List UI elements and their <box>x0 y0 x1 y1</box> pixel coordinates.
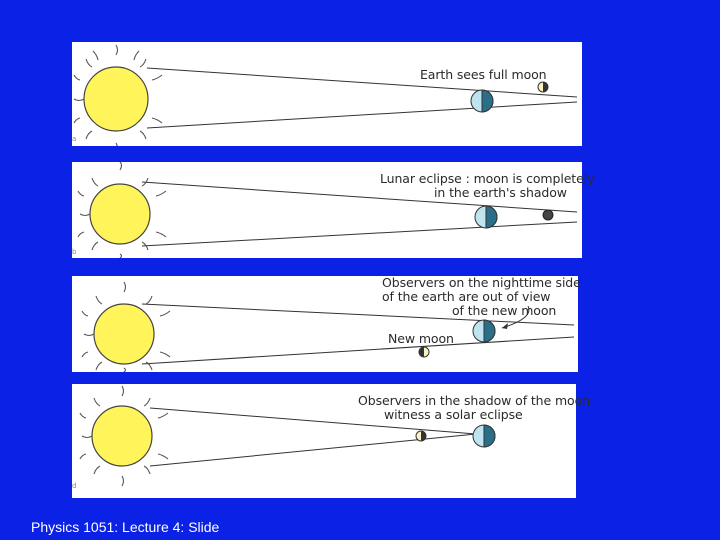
sun <box>74 45 162 146</box>
diagram-panel-solar-eclipse <box>72 384 590 498</box>
panel-caption: Observers in the shadow of the moon witness a solar eclipse <box>358 393 590 422</box>
moon <box>543 210 553 220</box>
moon <box>538 82 548 92</box>
earth <box>471 90 493 112</box>
diagram-panel-new-moon <box>72 275 581 372</box>
panel-caption: Observers on the nighttime side of the earth are out of view of the new moon <box>382 275 581 318</box>
new-moon-label: New moon <box>388 331 454 346</box>
earth <box>473 320 495 342</box>
slide-footer: Physics 1051: Lecture 4: Slide <box>31 519 220 535</box>
earth <box>475 206 497 228</box>
diagram-panel-full-moon <box>72 42 582 146</box>
full-moon-geometry <box>72 42 582 146</box>
sun <box>80 386 168 486</box>
sun <box>82 282 170 372</box>
panel-tag: a <box>72 135 77 143</box>
earth <box>473 425 495 447</box>
sun <box>78 162 166 258</box>
panel-tag: d <box>72 482 77 490</box>
panel-caption: Earth sees full moon <box>420 67 547 82</box>
moon <box>419 347 429 357</box>
diagram-panel-lunar-eclipse <box>72 162 595 258</box>
moon <box>416 431 426 441</box>
panel-caption: Lunar eclipse : moon is completely in the earth's shadow <box>380 171 595 200</box>
panel-tag: b <box>72 248 77 256</box>
